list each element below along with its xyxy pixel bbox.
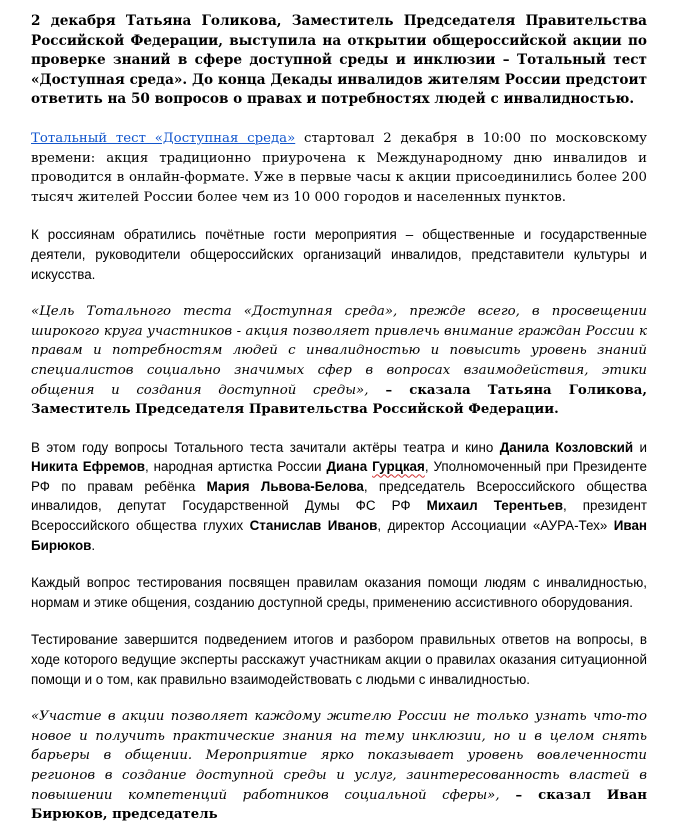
name-gurtskaya-first: Диана bbox=[326, 459, 373, 475]
paragraph-readers bbox=[31, 438, 647, 556]
paragraph-test-start-text: стартовал 2 декабря в 10:00 по московскому времени: акция традиционно приурочена к Международному дню инвалидов и проводится в онлайн-формате. Уже в первые часы к акции присоединились более 200 тысяч жителей России более чем из 10 000 городов и населенных пунктов. bbox=[31, 130, 647, 205]
golikova-quote: «Цель Тотального теста «Доступная среда», прежде всего, в просвещении широкого круга участников - акция позволяет привлечь внимание граждан России к правам и потребностям людей с инвалидностью и повысить уровень знаний специалистов социально значимых сфер в вопросах взаимодействия, этики общения и создания доступной среды», bbox=[31, 304, 647, 398]
name-gurtskaya bbox=[326, 459, 424, 474]
lead-paragraph: 2 декабря Татьяна Голикова, Заместитель Председателя Правительства Российской Федерации, выступила на открытии общероссийской акции по проверке знаний в сфере доступной среды и инклюзии – Тотальный тест «Доступная среда». До конца Декады инвалидов жителям России предстоит ответить на 50 вопросов о правах и потребностях людей с инвалидностью. bbox=[31, 13, 647, 108]
paragraph-questions: Каждый вопрос тестирования посвящен правилам оказания помощи людям с инвалидностью, нормам и этике общения, созданию доступной среды, применению ассистивного оборудования. bbox=[31, 575, 647, 610]
readers-text-8: . bbox=[91, 537, 96, 553]
paragraph-summary: Тестирование завершится подведением итогов и разбором правильных ответов на вопросы, в ходе которого ведущие эксперты расскажут участникам акции о правилах оказания ситуационной помощи и о том, как правильно взаимодействовать с людьми с инвалидностью. bbox=[31, 632, 647, 687]
biryukov-quote: «Участие в акции позволяет каждому жителю России не только узнать что-то новое и получить практические знания на тему инклюзии, но и в целом снять барьеры в общении. Мероприятие ярко показывает уровень вовлеченности регионов в создание доступной среды и услуг, заинтересованность властей в повышении компетенций работников социальной сферы», bbox=[31, 709, 647, 803]
readers-text-4: , Уполномоченный при Президенте РФ по правам ребёнка bbox=[31, 459, 647, 494]
paragraph-biryukov-quote bbox=[31, 707, 647, 825]
golikova-dash: – bbox=[368, 382, 410, 398]
name-ivanov: Станислав Иванов bbox=[249, 518, 378, 534]
name-biryukov: Иван Бирюков bbox=[31, 518, 647, 553]
biryukov-attribution: сказал Иван Бирюков, председатель bbox=[31, 787, 647, 823]
readers-text-3: , народная артистка России bbox=[144, 459, 327, 475]
name-gurtskaya-last: Гурцкая bbox=[372, 459, 425, 475]
paragraph-guests: К россиянам обратились почётные гости мероприятия – общественные и государственные деятели, руководители общероссийских организаций инвалидов, представители культуры и искусства. bbox=[31, 227, 647, 282]
paragraph-golikova-quote bbox=[31, 302, 647, 420]
readers-text-7: , директор Ассоциации «АУРА-Тех» bbox=[377, 518, 614, 534]
readers-text-2: и bbox=[633, 439, 648, 455]
name-kozlovsky: Данила Козловский bbox=[499, 439, 634, 455]
readers-text-1: В этом году вопросы Тотального теста зачитали актёры театра и кино bbox=[31, 439, 500, 455]
total-test-link[interactable]: Тотальный тест «Доступная среда» bbox=[31, 130, 296, 146]
readers-text-6: , президент Всероссийского общества глухих bbox=[31, 498, 648, 534]
golikova-attribution: сказала Татьяна Голикова, Заместитель Председателя Правительства Российской Федерации. bbox=[31, 382, 647, 418]
name-terentyev: Михаил Терентьев bbox=[426, 498, 563, 514]
paragraph-test-start bbox=[31, 129, 647, 207]
biryukov-dash: – bbox=[499, 787, 539, 803]
readers-text-5: , председатель Всероссийского общества инвалидов, депутат Государственной Думы ФС РФ bbox=[31, 478, 647, 514]
name-efremov: Никита Ефремов bbox=[31, 459, 145, 475]
name-lvova-belova: Мария Львова-Белова bbox=[206, 478, 364, 494]
